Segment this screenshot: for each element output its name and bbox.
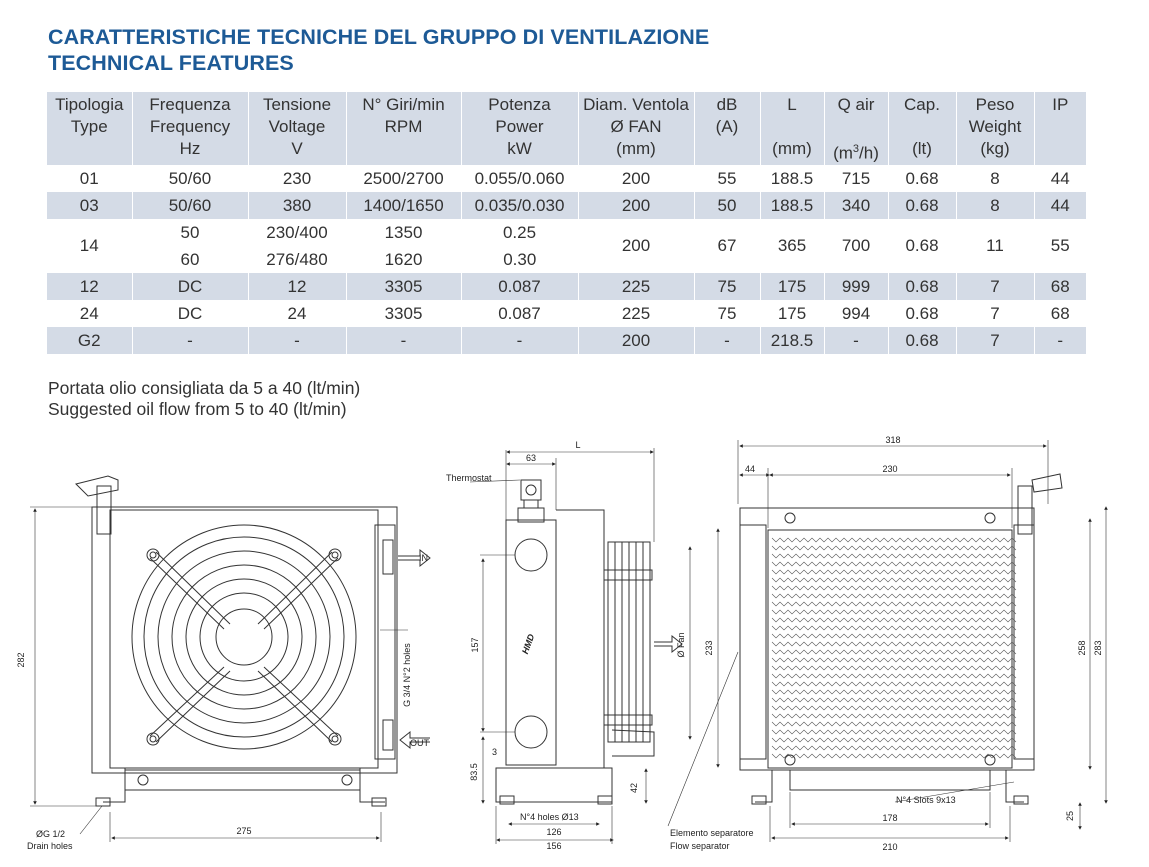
note-english: Suggested oil flow from 5 to 40 (lt/min) [48,399,347,419]
header-rpm: N° Giri/min RPM [346,92,461,165]
front-view [30,476,430,842]
front-width-label: 275 [236,826,252,836]
rear-318-dim: 318 [885,435,901,445]
rear-283-dim: 283 [1093,640,1103,656]
rear-258-dim: 258 [1077,640,1087,656]
drain-label-1: ØG 1/2 [36,829,66,839]
side-42-dim: 42 [629,782,639,794]
table-header-row [47,92,1086,165]
header-capacity: Cap. (lt) [888,92,956,165]
technical-drawings [0,430,1149,867]
side-view [470,448,738,844]
side-3-dim: 3 [492,747,498,757]
rear-view [718,440,1106,842]
header-air-flow: Q air $(m^3/h)$ [824,92,888,165]
side-835-dim: 83.5 [469,763,479,781]
table-row-g2: G2 - - - - 200 - 218.5 - 0.68 7 - [47,327,1086,354]
in-label: IN [419,553,428,563]
technical-features-table [47,92,1086,354]
rear-44-dim: 44 [744,464,756,474]
header-weight: Peso Weight (kg) [956,92,1034,165]
side-156-dim: 156 [546,841,562,851]
table-row-14-b: 60 276/480 1620 0.30 [47,246,1086,273]
header-voltage: Tensione Voltage V [248,92,346,165]
header-type: Tipologia Type [47,92,132,165]
side-157-dim: 157 [470,637,480,653]
front-height-label: 282 [16,652,26,668]
separator-label-2: Flow separator [670,841,730,851]
header-frequency: Frequenza Frequency Hz [132,92,248,165]
side-length-label: L [575,440,581,450]
drain-label-2: Drain holes [27,841,73,851]
table-row-24: 24 DC 24 3305 0.087 225 75 175 994 0.68 7 68 [47,300,1086,327]
header-length: L (mm) [760,92,824,165]
brand-logo: HMD [519,632,537,656]
note-italian: Portata olio consigliata da 5 a 40 (lt/min) [48,378,361,398]
header-ip: IP [1034,92,1086,165]
port-label: G 3/4 N°2 holes [402,643,412,707]
header-power: Potenza Power kW [461,92,578,165]
holes-label: N°4 holes Ø13 [520,812,579,822]
table-row-03: 03 50/60 380 1400/1650 0.035/0.030 200 50 188.5 340 0.68 8 44 [47,192,1086,219]
page-title [48,24,709,76]
header-db: dB (A) [694,92,760,165]
rear-25-dim: 25 [1065,810,1075,822]
fan-label: Ø Fan [676,632,686,658]
rear-233-dim: 233 [704,640,714,656]
table-row-14-a: 14 50 230/400 1350 0.25 200 67 365 700 0.68 11 55 [47,219,1086,246]
rear-230-dim: 230 [882,464,898,474]
thermostat-label: Thermostat [446,473,492,483]
separator-label-1: Elemento separatore [670,828,754,838]
side-126-dim: 126 [546,827,562,837]
oil-flow-note [48,378,360,420]
table-row-01: 01 50/60 230 2500/2700 0.055/0.060 200 55 188.5 715 0.68 8 44 [47,165,1086,192]
side-top-dim: 63 [525,453,537,463]
rear-210-dim: 210 [882,842,898,852]
title-line-english: TECHNICAL FEATURES [48,51,294,75]
table-row-12: 12 DC 12 3305 0.087 225 75 175 999 0.68 7 68 [47,273,1086,300]
title-line-italian: CARATTERISTICHE TECNICHE DEL GRUPPO DI VENTILAZIONE [48,25,710,49]
slots-label: N°4 Slots 9x13 [896,795,956,805]
rear-178-dim: 178 [882,813,898,823]
out-label: OUT [410,738,429,748]
header-fan-diameter: Diam. Ventola Ø FAN (mm) [578,92,694,165]
